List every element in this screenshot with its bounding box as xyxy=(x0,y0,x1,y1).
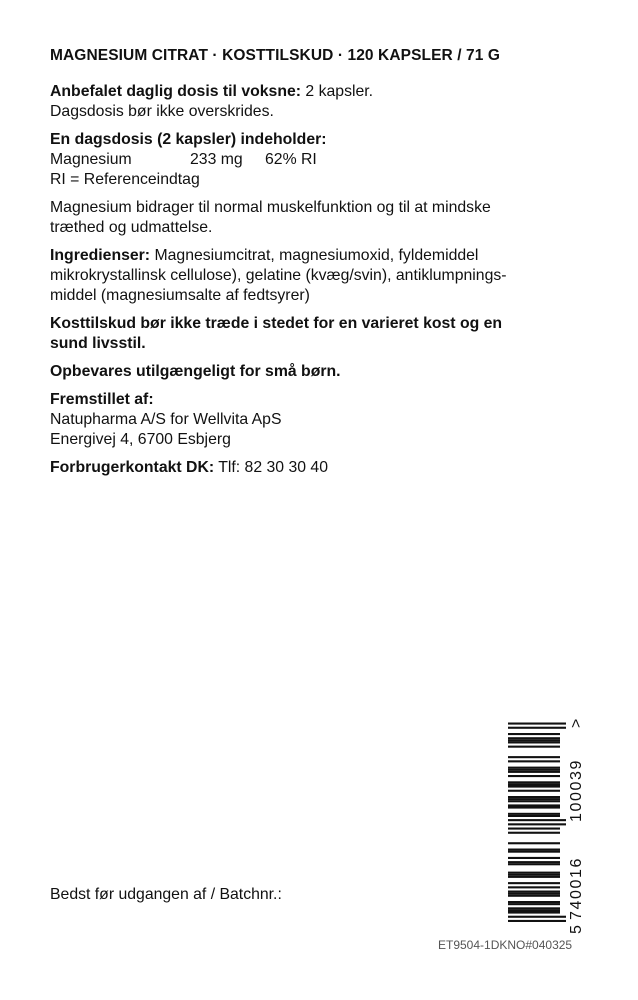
nutrition-footnote: RI = Referenceindtag xyxy=(50,171,200,188)
barcode-bar xyxy=(508,912,560,914)
health-claim xyxy=(50,198,610,238)
best-before-label: Bedst før udgangen af / Batchnr.: xyxy=(50,886,282,903)
contact-label: Forbrugerkontakt DK: xyxy=(50,459,215,476)
contact-value: Tlf: 82 30 30 40 xyxy=(214,459,329,476)
ingredients-line-2: mikrokrystallinsk cellulose), gelatine (kvæg/svin), antiklumpnings- xyxy=(50,267,507,284)
dosage-value: 2 kapsler. xyxy=(301,83,374,100)
barcode-bar xyxy=(508,790,560,792)
barcode-bar xyxy=(508,819,566,821)
barcode-bar xyxy=(508,857,560,859)
barcode-bar xyxy=(508,727,566,729)
barcode-bar xyxy=(508,767,560,769)
barcode-bars-svg xyxy=(508,716,566,934)
barcode-bar xyxy=(508,903,560,905)
barcode-bar xyxy=(508,891,560,893)
barcode-end-mark: > xyxy=(568,718,585,728)
barcode-first-digit: 5 xyxy=(568,925,585,934)
barcode-bar xyxy=(508,886,560,888)
barcode-bar xyxy=(508,861,560,863)
claim-line-1: Magnesium bidrager til normal muskelfunktion og til at mindske xyxy=(50,199,491,216)
nutrient-amount: 233 mg xyxy=(190,151,243,168)
barcode-bar xyxy=(508,771,560,773)
barcode-bar xyxy=(508,746,560,748)
barcode-bar xyxy=(508,733,560,735)
barcode-bar xyxy=(508,909,560,911)
barcode-bar xyxy=(508,849,560,851)
barcode-bar xyxy=(508,901,560,903)
warning-line-2: sund livsstil. xyxy=(50,335,146,352)
barcode-bar xyxy=(508,800,560,802)
barcode-bar xyxy=(508,786,560,788)
barcode-bars xyxy=(508,716,566,934)
claim-line-2: træthed og udmattelse. xyxy=(50,219,213,236)
barcode-bar xyxy=(508,893,560,895)
nutrition-heading: En dagsdosis (2 kapsler) indeholder: xyxy=(50,131,327,148)
barcode-bar xyxy=(508,737,560,739)
warning-section xyxy=(50,314,610,354)
contact-section xyxy=(50,458,610,478)
ingredients-line-3: middel (magnesiumsalte af fedtsyrer) xyxy=(50,287,310,304)
barcode-bar xyxy=(508,876,560,878)
warning-line-1: Kosttilskud bør ikke træde i stedet for en varieret kost og en xyxy=(50,315,503,332)
barcode-bar xyxy=(508,723,566,725)
nutrient-ri: 62% RI xyxy=(265,151,317,168)
barcode-left-group: 740016 xyxy=(568,857,585,920)
barcode-bar xyxy=(508,807,560,809)
barcode-bar xyxy=(508,739,560,741)
barcode-rotated xyxy=(508,716,598,934)
barcode-bar xyxy=(508,842,560,844)
barcode-bar xyxy=(508,851,560,853)
barcode-bar xyxy=(508,798,560,800)
manufacturer-label: Fremstillet af: xyxy=(50,391,154,408)
barcode-bar xyxy=(508,823,566,825)
barcode-bar xyxy=(508,781,560,783)
manufacturer-line-1: Natupharma A/S for Wellvita ApS xyxy=(50,411,282,428)
barcode-bar xyxy=(508,920,566,922)
barcode-bar xyxy=(508,813,560,815)
barcode-bar xyxy=(508,760,560,762)
label-content xyxy=(50,82,610,486)
barcode-bar xyxy=(508,863,560,865)
barcode-digits xyxy=(568,716,592,934)
barcode-bar xyxy=(508,832,560,834)
barcode-bar xyxy=(508,756,560,758)
ingredients-line-1 xyxy=(50,246,610,266)
barcode-bar xyxy=(508,815,560,817)
contact-line xyxy=(50,458,610,478)
barcode-bar xyxy=(508,828,560,830)
barcode xyxy=(508,716,598,934)
barcode-bar xyxy=(508,907,560,909)
nutrition-row xyxy=(50,150,610,170)
dosage-line xyxy=(50,82,610,102)
nutrition-section xyxy=(50,130,610,190)
dosage-section xyxy=(50,82,610,122)
ingredients-section xyxy=(50,246,610,306)
dosage-note: Dagsdosis bør ikke overskrides. xyxy=(50,103,274,120)
barcode-bar xyxy=(508,895,560,897)
barcode-bar xyxy=(508,775,560,777)
barcode-bar xyxy=(508,872,560,874)
barcode-right-group: 100039 xyxy=(568,759,585,822)
nutrient-name: Magnesium xyxy=(50,151,132,168)
barcode-bar xyxy=(508,882,560,884)
storage-text: Opbevares utilgængeligt for små børn. xyxy=(50,363,341,380)
ingredients-label: Ingredienser: xyxy=(50,247,151,264)
barcode-bar xyxy=(508,783,560,785)
barcode-bar xyxy=(508,804,560,806)
barcode-bar xyxy=(508,741,560,743)
product-title: MAGNESIUM CITRAT · KOSTTILSKUD · 120 KAPSLER / 71 G xyxy=(50,47,501,64)
manufacturer-line-2: Energivej 4, 6700 Esbjerg xyxy=(50,431,231,448)
dosage-label: Anbefalet daglig dosis til voksne: xyxy=(50,83,302,100)
ingredients-text-1: Magnesiumcitrat, magnesiumoxid, fyldemiddel xyxy=(150,247,479,264)
barcode-bar xyxy=(508,874,560,876)
storage-warning xyxy=(50,362,610,382)
manufacturer-section xyxy=(50,390,610,450)
product-code: ET9504-1DKNO#040325 xyxy=(438,938,573,952)
barcode-bar xyxy=(508,796,560,798)
barcode-bar xyxy=(508,916,566,918)
barcode-bar xyxy=(508,769,560,771)
